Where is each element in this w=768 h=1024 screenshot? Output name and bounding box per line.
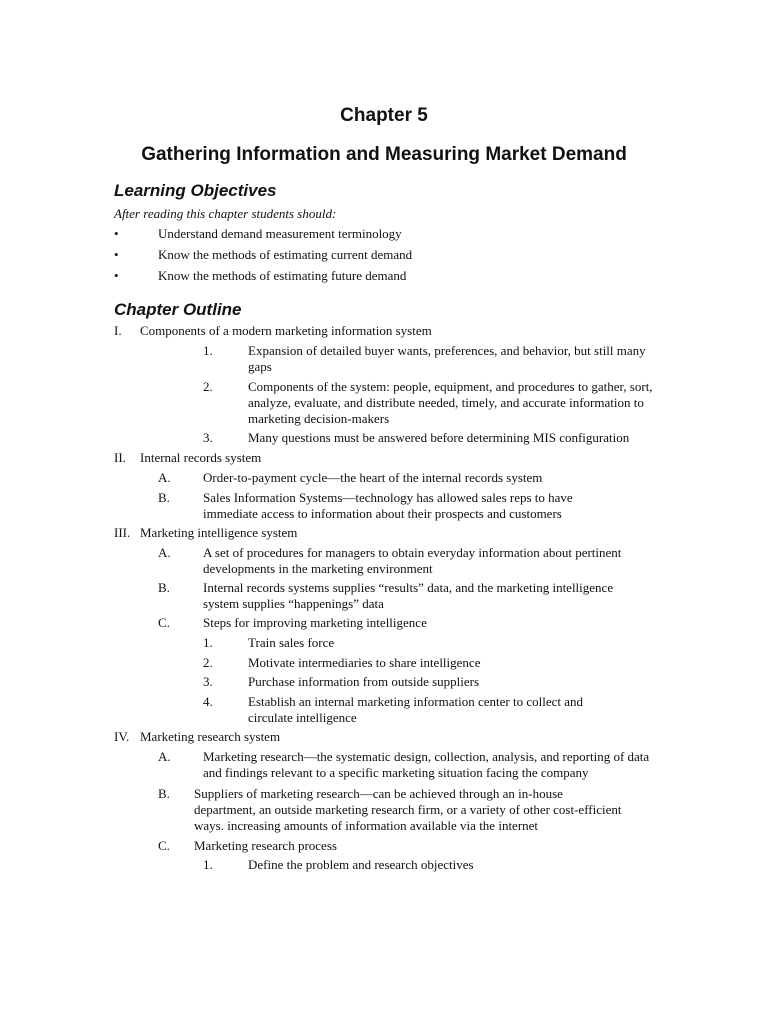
chapter-number: Chapter 5	[340, 105, 428, 126]
bullet-icon: •	[114, 226, 119, 241]
bullet-icon: •	[114, 268, 119, 283]
chapter-title: Gathering Information and Measuring Market Demand	[141, 144, 627, 165]
learning-objectives-heading: Learning Objectives	[114, 181, 277, 200]
bullet-icon: •	[114, 247, 119, 262]
chapter-outline-heading: Chapter Outline	[114, 300, 242, 319]
document-page: Chapter 5 Gathering Information and Measuring Market Demand Learning Objectives After reading this chapter students should: • Understand demand measurement terminology • Know the methods of estimating current demand • Know the methods of estimating future demand Chapter Outline I. Components of a modern marketing information system 1. Expansion of detailed buyer wants, preferences, and behavior, but still many gaps 2. Components of the system: people, equipment, and procedures to gather, sort, analyze, evaluate, and distribute needed, timely, and accurate information to marketing decision-makers 3. Many questions must be answered before determining MIS configuration II. Internal records system A. Order-to-payment cycle—the heart of the internal records system B. Sales Information Systems—technology has allowed sales reps to have immediate access to information about their prospects and customers III. Marketing intelligence system A. A set of procedures for managers to obtain everyday information about pertinent developments in the marketing environment B. Internal records systems supplies “results” data, and the marketing intelligence system supplies “happenings” data C. Steps for improving marketing intelligence 1. Train sales force 2. Motivate intermediaries to share intelligence 3. Purchase information from outside suppliers 4. Establish an internal marketing information center to collect and circulate intelligence IV. Marketing research system A. Marketing research—the systematic design, collection, analysis, and reporting of data and findings relevant to a specific marketing situation facing the company B. Suppliers of marketing research—can be achieved through an in-house department, an outside marketing research firm, or a variety of other cost-efficient ways. increasing amounts of information available via the internet C. Marketing research process 1. Define the problem and research objectives	[0, 0, 768, 1024]
objectives-intro: After reading this chapter students should:	[114, 206, 337, 221]
